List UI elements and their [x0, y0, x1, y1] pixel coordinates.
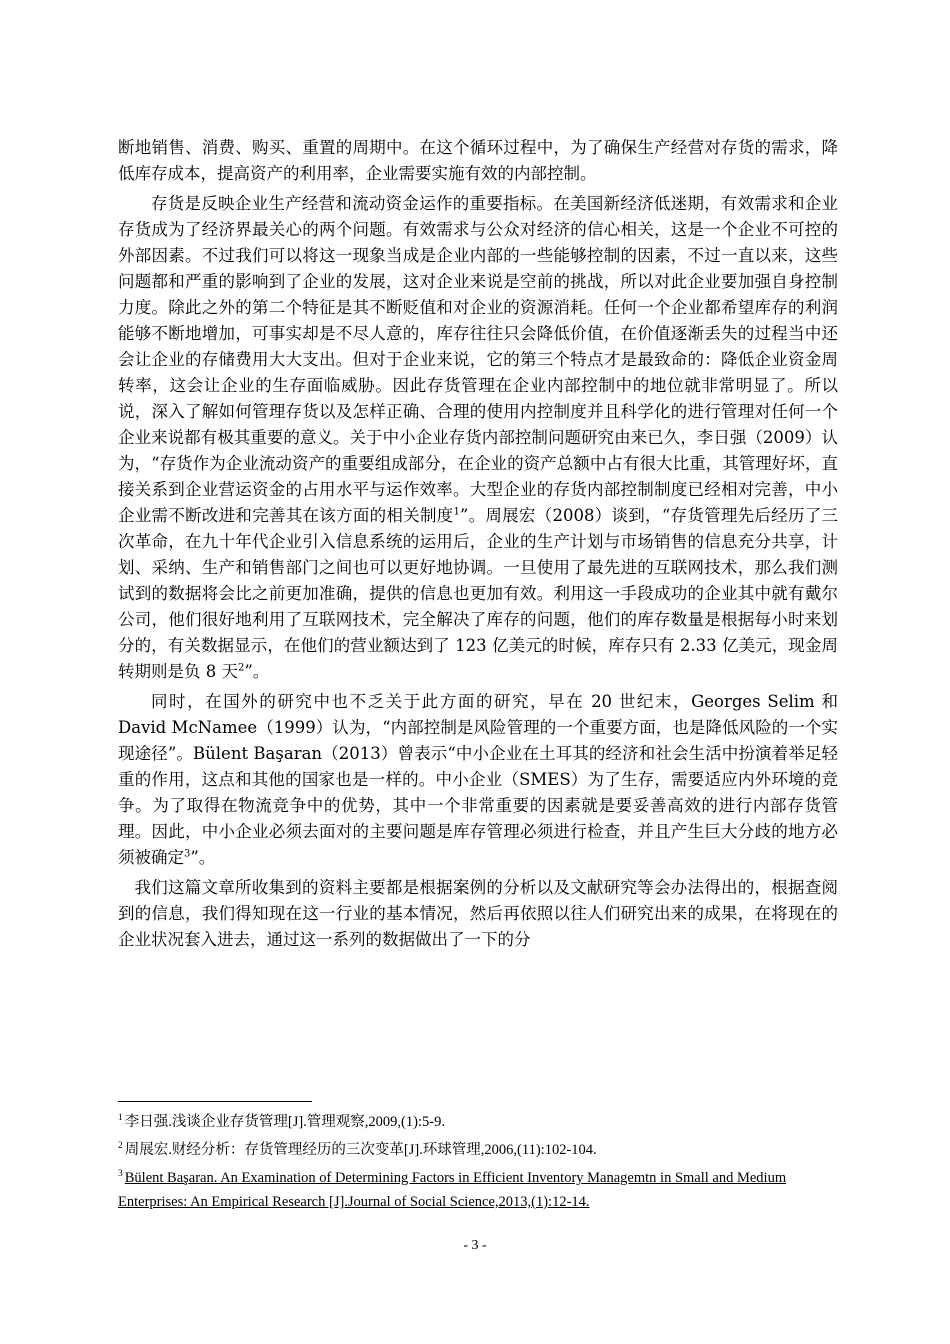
footnote-number: 3 [118, 1169, 123, 1180]
paragraph-text: 存货是反映企业生产经营和流动资金运作的重要指标。在美国新经济低迷期，有效需求和企业存货成为了经济界最关心的两个问题。有效需求与公众对经济的信心相关，这是一个企业不可控的外部因素。不过我们可以将这一现象当成是企业内部的一些能够控制的因素，不过一直以来，这些问题都和严重的影响到了企业的发展，这对企业来说是空前的挑战，所以对此企业要加强自身控制力度。除此之外的第二个特征是其不断贬值和对企业的资源消耗。任何一个企业都希望库存的利润能够不断地增加，可事实却是不尽人意的，库存往往只会降低价值，在价值逐渐丢失的过程当中还会让企业的存储费用大大支出。但对于企业来说，它的第三个特点才是最致命的：降低企业资金周转率，这会让企业的生存面临威胁。因此存货管理在企业内部控制中的地位就非常明显了。所以说，深入了解如何管理存货以及怎样正确、合理的使用内控制度并且科学化的进行管理对任何一个企业来说都有极其重要的意义。关于中小企业存货内部控制问题研究由来已久，李日强（2009）认为，“存货作为企业流动资产的重要组成部分，在企业的资产总额中占有很大比重，其管理好坏，直接关系到企业营运资金的占用水平与运作效率。大型企业的存货内部控制制度已经相对完善，中小企业需不断改进和完善其在该方面的相关制度 [118, 194, 838, 525]
paragraph-continuation [118, 135, 838, 187]
paragraph-text: ”。 [190, 848, 216, 867]
paragraph-text: ”。 [244, 662, 270, 681]
footnotes [118, 1110, 848, 1218]
paragraph-text: ”。周展宏（2008）谈到，“存货管理先后经历了三次革命，在九十年代企业引入信息系统的运用后，企业的生产计划与市场销售的信息充分共享，计划、采纳、生产和销售部门之间也可以更好地协调。一旦使用了最先进的互联网技术，那么我们测试到的数据将会比之前更加准确，提供的信息也更加有效。利用这一手段成功的企业其中就有戴尔公司，他们很好地利用了互联网技术，完全解决了库存的问题，他们的库存数量是根据每小时来划分的，有关数据显示，在他们的营业额达到了 123 亿美元的时候，库存只有 2.33 亿美元，现金周转期则是负 8 天 [118, 506, 838, 681]
body-text [118, 135, 838, 957]
footnote-text: 李日强.浅谈企业存货管理[J].管理观察,2009,(1):5-9. [124, 1114, 445, 1130]
footnote-item [118, 1138, 848, 1162]
footnote-item [118, 1166, 848, 1214]
page-number: - 3 - [463, 1238, 487, 1253]
paragraph-text: 我们这篇文章所收集到的资料主要都是根据案例的分析以及文献研究等会办法得出的，根据查阅到的信息，我们得知现在这一行业的基本情况，然后再依照以往人们研究出来的成果，在将现在的企业状况套入进去，通过这一系列的数据做出了一下的分 [118, 878, 838, 949]
footnote-item [118, 1110, 848, 1134]
paragraph-foreign-research [118, 689, 838, 871]
footnote-reference[interactable]: 2 [238, 662, 245, 674]
footnote-separator [118, 1101, 312, 1102]
paragraph-inventory-importance [118, 191, 838, 685]
paragraph-text: 断地销售、消费、购买、重置的周期中。在这个循环过程中，为了确保生产经营对存货的需求，降低库存成本，提高资产的利用率，企业需要实施有效的内部控制。 [118, 138, 838, 183]
footnote-number: 2 [118, 1141, 123, 1152]
footnote-text: 周展宏.财经分析：存货管理经历的三次变革[J].环球管理,2006,(11):102-104. [124, 1142, 597, 1158]
paragraph-methodology [118, 875, 838, 953]
paragraph-text: 同时，在国外的研究中也不乏关于此方面的研究，早在 20 世纪末，Georges Selim 和 David McNamee（1999）认为，“内部控制是风险管理的一个重要方面，也是降低风险的一个实现途径”。Bülent Başaran（2013）曾表示“中小企业在土耳其的经济和社会生活中扮演着举足轻重的作用，这点和其他的国家也是一样的。中小企业（SMES）为了生存，需要适应内外环境的竞争。为了取得在物流竞争中的优势，其中一个非常重要的因素就是要妥善高效的进行内部存货管理。因此，中小企业必须去面对的主要问题是库存管理必须进行检查，并且产生巨大分歧的地方必须被确定 [118, 692, 838, 867]
footnote-reference[interactable]: 3 [184, 848, 191, 860]
footnote-text[interactable]: Bülent Başaran. An Examination of Determining Factors in Efficient Inventory Managemtn in Small and Medium Enterprises: An Empirical Research [J].Journal of Social Science,2013,(1):12-14. [118, 1170, 787, 1210]
footnote-number: 1 [118, 1113, 123, 1124]
footnote-reference[interactable]: 1 [453, 506, 460, 518]
